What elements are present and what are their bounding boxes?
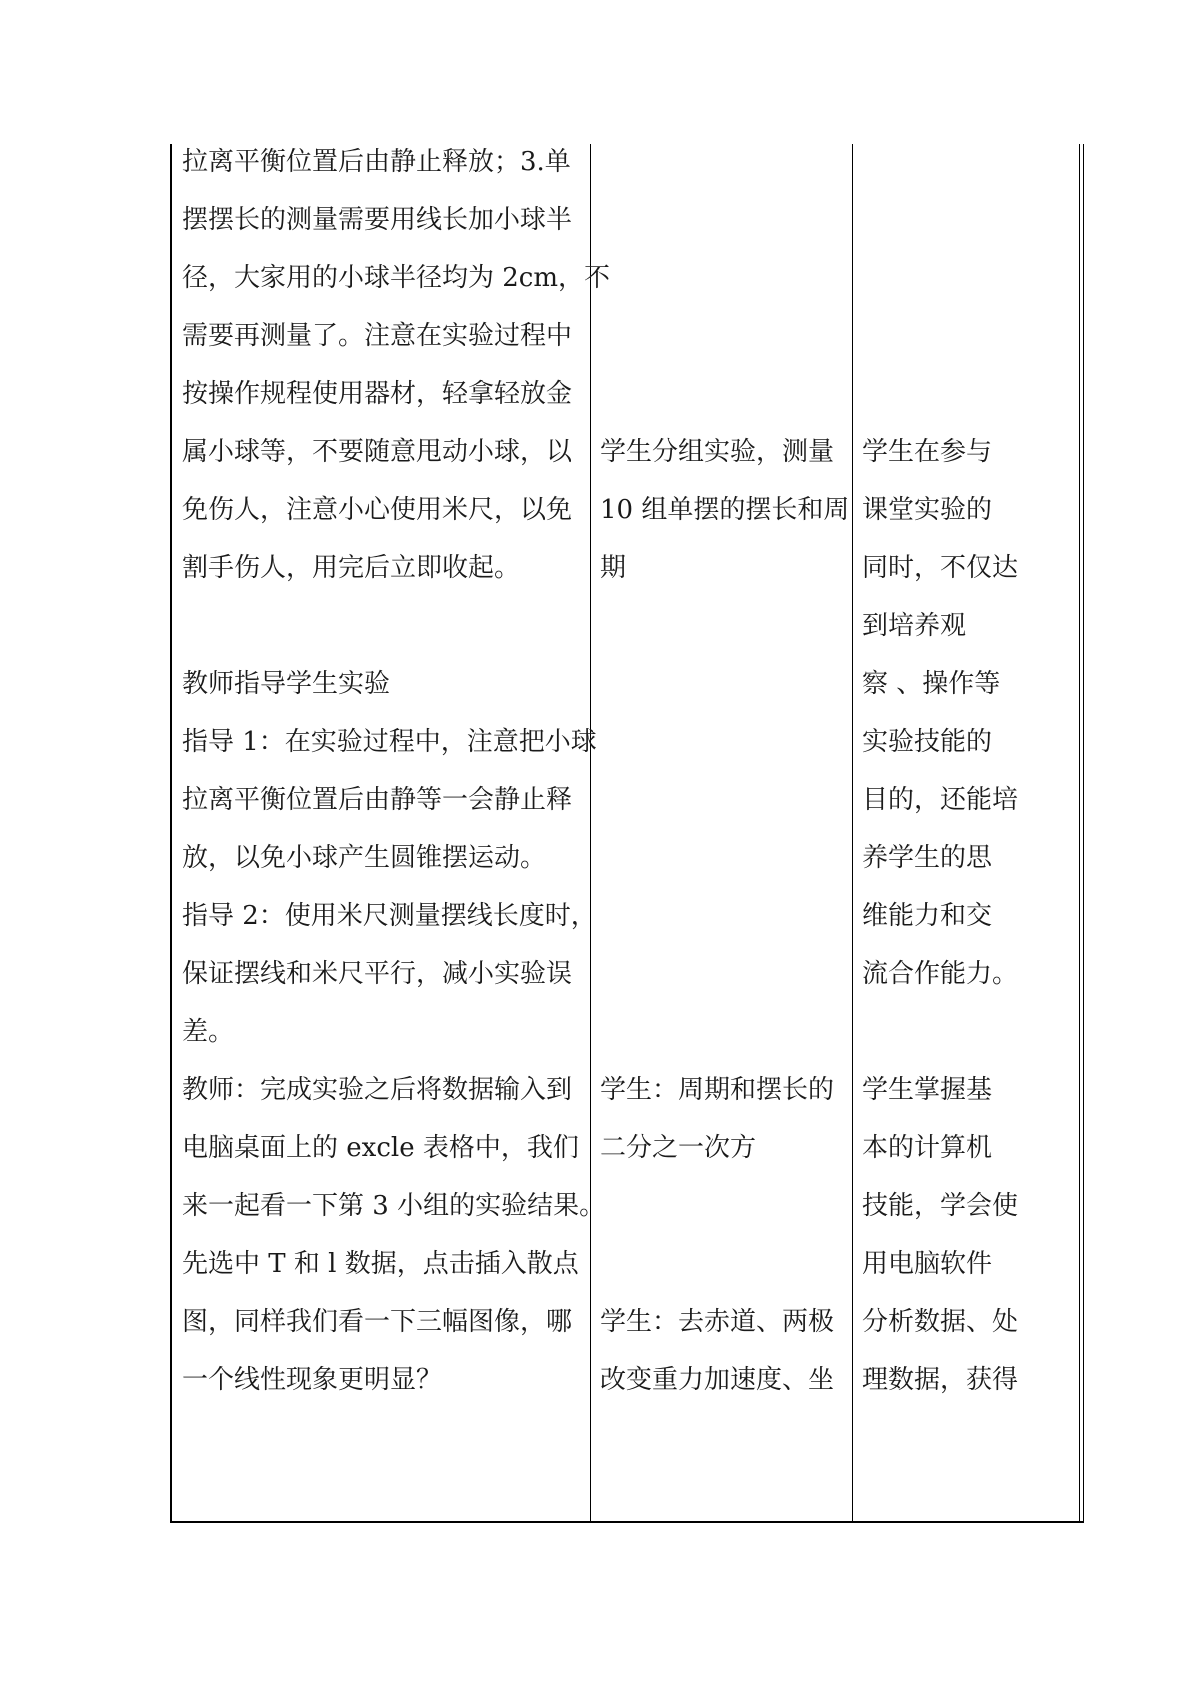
text-line: 期 (600, 553, 627, 583)
text-line: 学生在参与 (862, 437, 993, 467)
text-line: 10 组单摆的摆长和周 (600, 495, 850, 525)
text-line: 技能，学会使 (862, 1191, 1019, 1221)
text-line: 摆摆长的测量需要用线长加小球半 (182, 205, 573, 235)
text-line: 本的计算机 (862, 1133, 993, 1163)
text-line: 免伤人，注意小心使用米尺，以免 (182, 495, 573, 525)
text-line: 需要再测量了。注意在实验过程中 (182, 321, 573, 351)
text-line: 拉离平衡位置后由静止释放；3.单 (182, 147, 571, 177)
text-line: 维能力和交 (862, 901, 993, 931)
text-line: 学生：周期和摆长的 (600, 1075, 835, 1105)
lesson-plan-table (170, 144, 1084, 1523)
text-line: 用电脑软件 (862, 1249, 993, 1279)
student-activity-cell (590, 144, 852, 1521)
text-line: 二分之一次方 (600, 1133, 757, 1163)
text-line: 察 、操作等 (862, 669, 1001, 699)
text-line: 电脑桌面上的 excle 表格中，我们 (182, 1133, 579, 1163)
text-line: 指导 2：使用米尺测量摆线长度时， (182, 901, 597, 931)
text-line: 割手伤人，用完后立即收起。 (182, 553, 521, 583)
text-line: 实验技能的 (862, 727, 993, 757)
text-line: 径，大家用的小球半径均为 2cm，不 (182, 263, 611, 293)
text-line: 属小球等，不要随意甩动小球，以 (182, 437, 573, 467)
text-line: 教师：完成实验之后将数据输入到 (182, 1075, 573, 1105)
text-line: 理数据，获得 (862, 1365, 1019, 1395)
text-line: 教师指导学生实验 (182, 669, 391, 699)
text-line: 学生掌握基 (862, 1075, 993, 1105)
text-line: 一个线性现象更明显？ (182, 1365, 443, 1395)
text-line: 同时，不仅达 (862, 553, 1019, 583)
text-line: 保证摆线和米尺平行，减小实验误 (182, 959, 573, 989)
text-line: 放，以免小球产生圆锥摆运动。 (182, 843, 547, 873)
text-line: 拉离平衡位置后由静等一会静止释 (182, 785, 573, 815)
text-line: 流合作能力。 (862, 959, 1019, 989)
text-line: 学生分组实验，测量 (600, 437, 835, 467)
text-line: 学生：去赤道、两极 (600, 1307, 835, 1337)
text-line: 课堂实验的 (862, 495, 993, 525)
text-line: 按操作规程使用器材，轻拿轻放金 (182, 379, 573, 409)
text-line: 改变重力加速度、坐 (600, 1365, 835, 1395)
text-line: 差。 (182, 1017, 235, 1047)
teacher-activity-cell (172, 144, 611, 1521)
design-intent-cell (852, 144, 1080, 1521)
text-line: 先选中 T 和 l 数据，点击插入散点 (182, 1249, 579, 1279)
table-right-border-outer (1083, 144, 1084, 1523)
text-line: 到培养观 (862, 611, 967, 641)
text-line: 来一起看一下第 3 小组的实验结果。 (182, 1191, 606, 1221)
text-line: 图，同样我们看一下三幅图像，哪 (182, 1307, 573, 1337)
text-line: 分析数据、处 (862, 1307, 1019, 1337)
text-line: 目的，还能培 (862, 785, 1019, 815)
text-line: 指导 1：在实验过程中，注意把小球 (182, 727, 597, 757)
text-line: 养学生的思 (862, 843, 993, 873)
